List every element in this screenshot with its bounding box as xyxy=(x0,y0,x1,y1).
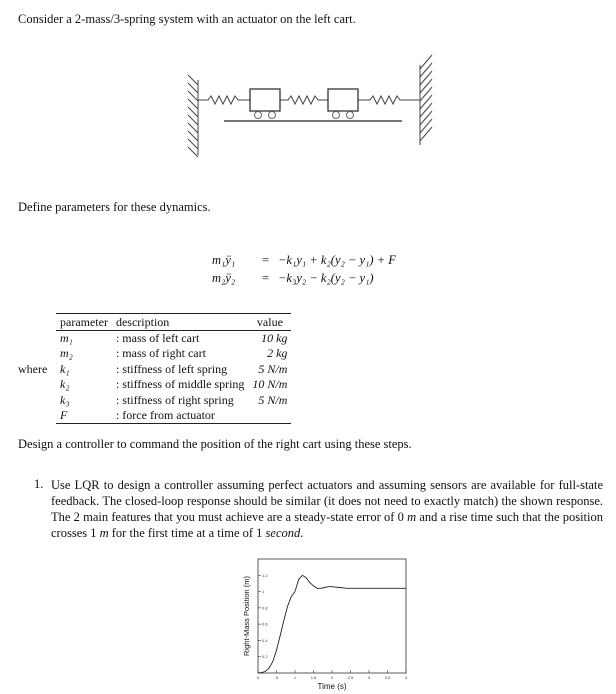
right-wall xyxy=(420,55,432,145)
row-symbol: m₁ xyxy=(60,331,73,345)
parameter-table xyxy=(56,313,291,424)
row-value: 5 N/m xyxy=(258,392,288,407)
row-description: : force from actuator xyxy=(112,408,248,424)
x-tick-label: 2.5 xyxy=(347,675,354,680)
y-axis-label: Right-Mass Position (m) xyxy=(242,575,251,657)
equation-2-lhs: m₂ÿ₂ xyxy=(212,271,236,285)
step-1-text xyxy=(51,477,603,541)
y-tick-label: 1 xyxy=(262,589,265,595)
row-description: : stiffness of left spring xyxy=(115,361,228,376)
row-description: : stiffness of right spring xyxy=(115,392,234,407)
table-row xyxy=(56,408,291,424)
x-tick-label: 2 xyxy=(330,675,334,680)
mass-spring-diagram xyxy=(180,45,440,165)
header-value: value xyxy=(248,314,291,331)
x-tick-label: 4 xyxy=(404,675,408,680)
intro-text: Consider a 2-mass/3-spring system with an actuator on the left cart. xyxy=(18,12,356,26)
equation-1-lhs: m₁ÿ₁ xyxy=(212,253,236,267)
x-tick-label: .5 xyxy=(274,675,279,680)
step-text-part: Use LQR to design a controller assuming perfect actuators and assuming sensors are available for full-state feedback. The closed-loop response should be similar (it does not need to exactly match) the shown response. The 2 main features that you must achieve are a steady-state error of 0 xyxy=(51,478,603,524)
header-parameter: parameter xyxy=(56,314,112,331)
row-value: 2 kg xyxy=(267,346,288,361)
row-description: : stiffness of middle spring xyxy=(115,377,245,392)
row-value: 10 N/m xyxy=(252,377,288,392)
x-tick-label: 0 xyxy=(256,675,260,680)
row-description: : mass of right cart xyxy=(115,346,206,361)
table-row xyxy=(56,346,291,361)
equation-1-rhs: −k₁y₁ + k₂(y₂ − y₁) + F xyxy=(278,253,396,267)
x-tick-label: 1 xyxy=(293,675,297,680)
right-cart xyxy=(328,89,358,111)
unit-m: m xyxy=(407,510,417,524)
table-row xyxy=(56,377,291,392)
x-tick-label: 3 xyxy=(367,675,371,680)
unit-second: second xyxy=(265,526,301,540)
row-value: 10 kg xyxy=(261,331,288,345)
row-symbol: k₃ xyxy=(60,392,70,407)
row-value xyxy=(248,408,291,424)
table-row xyxy=(56,393,291,408)
where-label: where xyxy=(18,362,48,376)
row-value: 5 N/m xyxy=(258,361,288,376)
left-spring xyxy=(198,96,250,104)
row-symbol: k₁ xyxy=(60,361,70,376)
step-text-part: . xyxy=(300,526,304,540)
equation-2-op: = xyxy=(262,271,270,285)
y-tick-label: 0.6 xyxy=(262,621,268,627)
step-number: 1. xyxy=(34,477,44,491)
table-row xyxy=(56,331,291,347)
x-axis-label: Time (s) xyxy=(317,682,347,691)
step-text-part: for the first time at a time of 1 xyxy=(108,526,266,540)
left-cart xyxy=(250,89,280,111)
right-spring xyxy=(358,96,420,104)
y-tick-label: 0.8 xyxy=(262,605,268,611)
table-header-row xyxy=(56,314,291,331)
equation-1-op: = xyxy=(262,253,270,267)
row-symbol: F xyxy=(56,408,112,424)
y-tick-label: 1.2 xyxy=(262,572,268,578)
y-tick-label: 0.4 xyxy=(262,637,268,643)
row-description: : mass of left cart xyxy=(115,331,200,345)
header-description: description xyxy=(112,314,248,331)
plot-frame xyxy=(258,559,406,673)
design-text: Design a controller to command the position of the right cart using these steps. xyxy=(18,437,412,451)
table-row xyxy=(56,362,291,377)
step-text-part: and a rise time such that the position crosses 1 xyxy=(51,510,604,540)
define-text: Define parameters for these dynamics. xyxy=(18,200,211,214)
x-tick-label: 1.5 xyxy=(310,675,317,680)
unit-m: m xyxy=(99,526,109,540)
row-symbol: m₂ xyxy=(60,346,73,361)
response-chart xyxy=(236,553,416,691)
equation-2-rhs: −k₃y₂ − k₂(y₂ − y₁) xyxy=(278,271,374,285)
row-symbol: k₂ xyxy=(60,377,70,392)
x-tick-label: 3.5 xyxy=(384,675,391,680)
middle-spring xyxy=(280,96,328,104)
y-tick-label: 0.2 xyxy=(262,654,268,660)
left-wall xyxy=(188,75,198,157)
